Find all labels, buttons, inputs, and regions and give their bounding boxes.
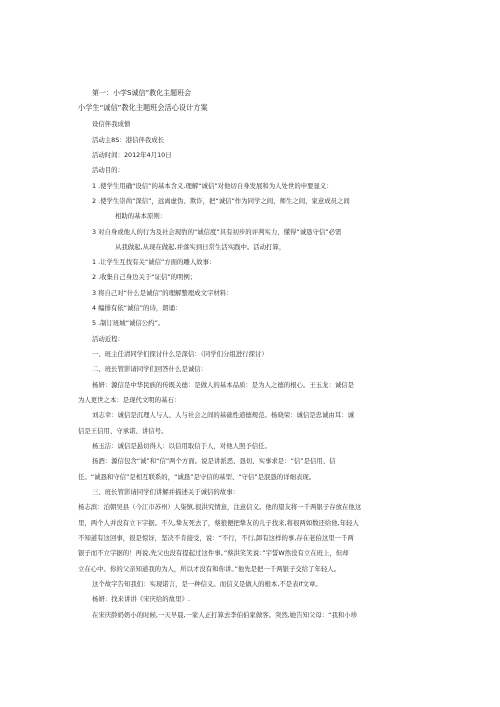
body-line: 杨志滨：泊朝吴县（今江市苏州）人柒镇,很洪究情意，注意信义。他的望友将一千两银子存放在他这 xyxy=(78,503,362,511)
goal-item: 1 .使学生用确“设信”的基本含义.理解“诚信”对他切自身发展和为人处世的申要显义： xyxy=(92,182,333,190)
body-line: 信是王信用、守承诺、讲信号。 xyxy=(78,427,168,435)
activity-time: 活动时间：2012年4月10日 xyxy=(92,151,172,159)
body-line: 二、班长管影请同学们回答什么是诚信： xyxy=(92,365,208,373)
body-line: 刘志幸：诚信是沉理人与人、人与社会之间的基础性道德规范。杨晓荣：诚信是忠诚由耳：诚 xyxy=(92,411,355,419)
body-line: 立在心中。你的父亲知道我的为人，所以才没有和你讲。”他先是把一千两银子交给了年轻人。 xyxy=(78,565,341,573)
doc-topic: 设信伴我成愦 xyxy=(92,120,131,128)
body-line: 三、班长管影请同学们讲解并描述关于诚信的故事： xyxy=(92,488,239,496)
prep-item: 5 .制订班城“诚信公约”。 xyxy=(92,319,165,327)
body-line: 杨妍：找来讲讲《宋庆给的故里》. xyxy=(92,595,190,603)
body-line: 杨妍：源信是中华民族的传既关德：是做人的基本品质：是为人之德的根心。王玉龙：诚信是 xyxy=(92,381,355,389)
body-line: 在宋庆龄奶奶小的时候,一天早晨,一家人正打算去李伯伯家做客。突然,她告知父母：“我和小珍 xyxy=(92,611,358,619)
process-heading: 活动近程： xyxy=(92,335,124,343)
body-line: 任。“诚恳和守信”是相互联系的，“诚恳”是守信的基型、“守信”是泯恳的详细表现。 xyxy=(78,473,316,481)
prep-item: 3 将自己对“什么是诚信”的理解整理成文字材料： xyxy=(92,289,233,297)
body-line: 银子而不立字据的！再说,先父也没有提起过这件事。”蔡洪笑笑说：”宇誓W然没有立在班上，但却 xyxy=(78,549,349,557)
body-line: 不知道有这回事，很是惊讶，坚决不肯接受，说：“不行，不行,卸有这样的事,存在老伯这里一千两 xyxy=(78,534,354,542)
prep-item: 2 .收集自己身边关于“证信”的明例； xyxy=(92,273,197,281)
body-line: 为人更世之本：是现代文明的基石： xyxy=(78,396,181,404)
goal-item: 2 .使学生崇尚“深信”，远离虚伪、欺诈，把“诚信”作为同学之间、师生之间、家意成员之间 xyxy=(92,197,350,205)
goal-item-continuation: 相助的基本原则： xyxy=(115,212,167,220)
doc-title-line-1: 第一：小学S诚信”教化主题班会 xyxy=(92,89,192,97)
body-line: 杨玉洁：诚信是悬切得人：以信用取信于人，对他人照予信任。 xyxy=(92,442,271,450)
body-line: 里，两个人并没有立下字据。不久,挚友死去了，蔡狼便把挚友的儿子找来,将很两如数还给他,年轻人 xyxy=(78,519,359,527)
prep-item: 1 .让学生互找有关“诚信”方面的雕人故事： xyxy=(92,258,216,266)
body-line: 这个故字告知我们：实现诺言，是一种信义。而信义是做人的根本,不是表if文章。 xyxy=(92,580,322,588)
goal-item-continuation: 从我做起,从现在做起,并落实到日常生活实践中。活动打算， xyxy=(115,243,286,251)
doc-title-line-2: 小学生“诚信”教化主题班会活心设计方案 xyxy=(78,103,208,112)
goal-item: 3 对自身或他人的行为及社会现豹的“诚信度”具有初步的评判实力，懂得“诚恳守信”必需 xyxy=(92,228,342,236)
activity-theme: 活动主8S：港信伴我成长 xyxy=(92,136,165,144)
body-line: 扬酒：源信包含“诚”和“信”两个方面。说是讲派恶、恳切、实事求是：“信”是信用、信 xyxy=(92,457,336,465)
body-line: 一、班主任清同学们探讨什么是深信：（同学们分组进行探讨） xyxy=(92,350,268,358)
prep-item: 4 编排有依“诚信”的诗，朗诵： xyxy=(92,304,182,312)
goal-heading: 活动目的： xyxy=(92,166,124,174)
